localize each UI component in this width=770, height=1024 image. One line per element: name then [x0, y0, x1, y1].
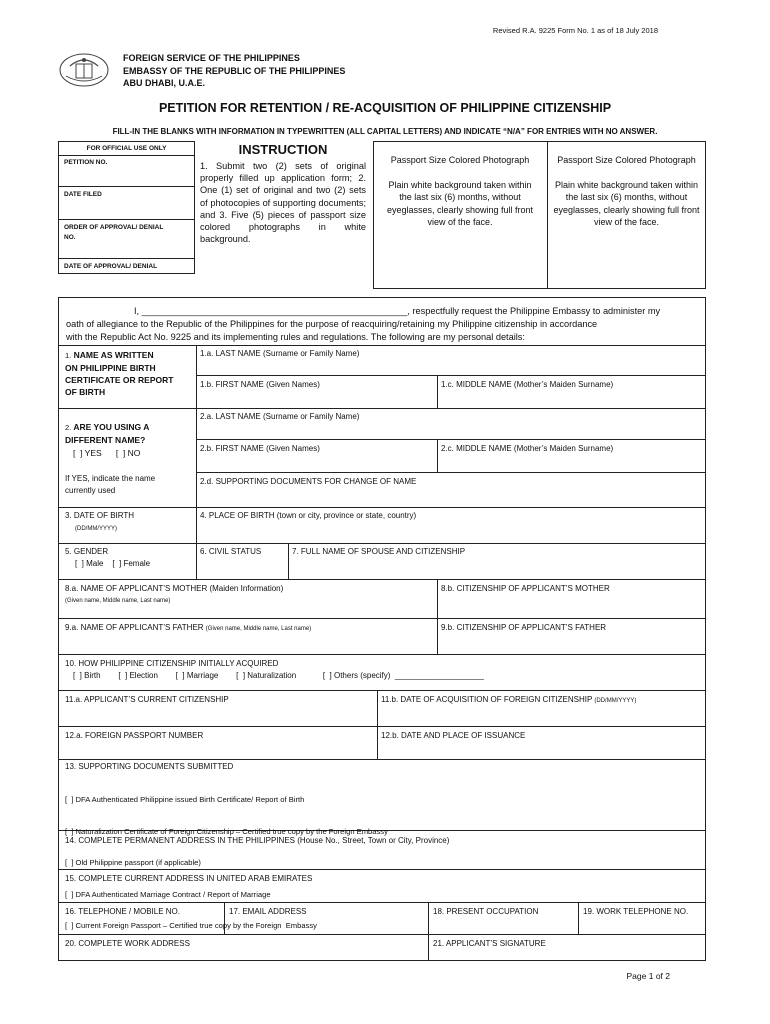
intro-line-2: oath of allegiance to the Republic of the Philippines for the purpose of reacquiring/retaining my Philippine citizenship in accordance: [66, 319, 598, 329]
field-7-spouse[interactable]: 7. FULL NAME OF SPOUSE AND CITIZENSHIP: [292, 547, 466, 556]
photo-1-heading: Passport Size Colored Photograph: [390, 155, 530, 165]
page-number: Page 1 of 2: [626, 971, 670, 981]
field-1c-middle-name[interactable]: 1.c. MIDDLE NAME (Mother’s Maiden Surname): [441, 380, 614, 389]
org-line-1: FOREIGN SERVICE OF THE PHILIPPINES: [123, 53, 300, 63]
form-title: PETITION FOR RETENTION / RE-ACQUISITION OF PHILIPPINE CITIZENSHIP: [158, 101, 612, 115]
form-subtitle: FILL-IN THE BLANKS WITH INFORMATION IN TYPEWRITTEN (ALL CAPITAL LETTERS) AND INDICATE “N/A” FOR ENTRIES WITH NO ANSWER.: [112, 127, 658, 136]
photo-box-1: [382, 154, 538, 229]
q1-label: 1. NAME AS WRITTEN ON PHILIPPINE BIRTH CERTIFICATE OR REPORT OF BIRTH: [65, 350, 174, 397]
photo-2-text: Plain white background taken within the last six (6) months, without eyeglasses, clearly showing full front view of the face.: [553, 179, 700, 227]
field-1b-first-name[interactable]: 1.b. FIRST NAME (Given Names): [200, 380, 320, 389]
date-approval-label: DATE OF APPROVAL/ DENIAL: [64, 263, 158, 270]
field-11a-current-citizenship[interactable]: 11.a. APPLICANT’S CURRENT CITIZENSHIP: [65, 695, 229, 704]
doc-checkbox-2[interactable]: [ ] Naturalization Certificate of Foreign Citizenship – Certified true copy by the Foreign Embassy: [65, 826, 388, 836]
intro-statement: [66, 305, 698, 344]
field-5-gender: 5. GENDER: [65, 547, 109, 556]
date-format-hint: (DD/MM/YYYY): [75, 526, 117, 532]
field-4-place-of-birth[interactable]: 4. PLACE OF BIRTH (town or city, province or state, country): [200, 511, 417, 520]
doc-checkbox-5[interactable]: [ ] Current Foreign Passport – Certified true copy by the Foreign Embassy: [65, 921, 317, 930]
photo-2-heading: Passport Size Colored Photograph: [557, 155, 696, 165]
intro-line-1: I, ____________________________________________________, respectfully request the Philippine Embassy to administer my: [134, 306, 661, 316]
field-2d-supporting-docs[interactable]: 2.d. SUPPORTING DOCUMENTS FOR CHANGE OF NAME: [200, 477, 417, 486]
field-16-telephone[interactable]: 16. TELEPHONE / MOBILE NO.: [65, 907, 180, 916]
order-approval-label-2: NO.: [64, 234, 76, 241]
date-filed-label: DATE FILED: [64, 191, 102, 198]
photo-box-2: [553, 154, 700, 229]
field-12a-passport-number[interactable]: 12.a. FOREIGN PASSPORT NUMBER: [65, 731, 204, 740]
citizenship-acquired-options[interactable]: [ ] Birth [ ] Election [ ] Marriage [ ] Naturalization [ ] Others (specify) ____________________: [73, 671, 484, 680]
field-8b-mother-citizenship[interactable]: 8.b. CITIZENSHIP OF APPLICANT’S MOTHER: [441, 584, 610, 593]
field-3-date-of-birth[interactable]: 3. DATE OF BIRTH: [65, 511, 135, 520]
order-approval-label-1: ORDER OF APPROVAL/ DENIAL: [64, 224, 164, 231]
embassy-seal-icon: [58, 52, 110, 88]
field-10-citizenship-acquired: 10. HOW PHILIPPINE CITIZENSHIP INITIALLY ACQUIRED: [65, 659, 279, 668]
doc-checkbox-3[interactable]: [ ] Old Philippine passport (if applicable): [65, 858, 201, 867]
field-18-occupation[interactable]: 18. PRESENT OCCUPATION: [433, 907, 539, 916]
field-17-email[interactable]: 17. EMAIL ADDRESS: [229, 907, 307, 916]
official-use-heading: FOR OFFICIAL USE ONLY: [86, 145, 167, 152]
org-line-2: EMBASSY OF THE REPUBLIC OF THE PHILIPPINES: [123, 65, 346, 76]
field-1a-last-name[interactable]: 1.a. LAST NAME (Surname or Family Name): [200, 349, 360, 358]
field-2b-first-name[interactable]: 2.b. FIRST NAME (Given Names): [200, 444, 320, 453]
field-20-work-address[interactable]: 20. COMPLETE WORK ADDRESS: [65, 939, 190, 948]
field-2c-middle-name[interactable]: 2.c. MIDDLE NAME (Mother’s Maiden Surname): [441, 444, 614, 453]
field-2a-last-name[interactable]: 2.a. LAST NAME (Surname or Family Name): [200, 412, 360, 421]
q2-label: 2. ARE YOU USING A DIFFERENT NAME?: [65, 422, 150, 445]
doc-checkbox-1[interactable]: [ ] DFA Authenticated Philippine issued Birth Certificate/ Report of Birth: [65, 795, 305, 804]
field-21-signature[interactable]: 21. APPLICANT’S SIGNATURE: [433, 939, 546, 948]
doc-checkbox-4[interactable]: [ ] DFA Authenticated Marriage Contract / Report of Marriage: [65, 889, 271, 899]
field-13-supporting-docs: 13. SUPPORTING DOCUMENTS SUBMITTED: [65, 762, 234, 771]
field-15-uae-address[interactable]: 15. COMPLETE CURRENT ADDRESS IN UNITED ARAB EMIRATES: [65, 874, 313, 883]
instruction-title: INSTRUCTION: [238, 142, 328, 157]
photo-1-text: Plain white background taken within the last six (6) months, without eyeglasses, clearly showing full front view of the face.: [386, 179, 534, 227]
organization-header: [123, 52, 345, 90]
intro-line-3: with the Republic Act No. 9225 and its implementing rules and regulations. The following are my personal details:: [66, 332, 525, 342]
field-9a-father-name[interactable]: 9.a. NAME OF APPLICANT’S FATHER (Given name, Middle name, Last name): [65, 623, 312, 632]
gender-options[interactable]: [ ] Male [ ] Female: [75, 559, 151, 568]
q2-yes-no-options[interactable]: [ ] YES [ ] NO: [73, 448, 141, 458]
instruction-body: 1. Submit two (2) sets of original properly filled up application form; 2. One (1) set of original and two (2) sets of photocopies of supporting documents; and 3. Five (5) pieces of passport size colored photographs in white background.: [200, 161, 366, 245]
field-12b-issuance[interactable]: 12.b. DATE AND PLACE OF ISSUANCE: [381, 731, 526, 740]
field-8a-mother-name[interactable]: 8.a. NAME OF APPLICANT’S MOTHER (Maiden Information): [65, 584, 284, 593]
org-line-3: ABU DHABI, U.A.E.: [123, 78, 206, 88]
q2-if-yes-note: If YES, indicate the name currently used: [65, 474, 156, 495]
mother-name-hint: (Given name, Middle name, Last name): [65, 598, 171, 604]
field-19-work-telephone[interactable]: 19. WORK TELEPHONE NO.: [583, 907, 689, 916]
field-6-civil-status[interactable]: 6. CIVIL STATUS: [200, 547, 262, 556]
revision-note: Revised R.A. 9225 Form No. 1 as of 18 July 2018: [492, 26, 658, 35]
field-14-ph-address[interactable]: 14. COMPLETE PERMANENT ADDRESS IN THE PHILIPPINES (House No., Street, Town or City, Province): [65, 836, 450, 845]
petition-no-label: PETITION NO.: [64, 159, 108, 166]
field-9b-father-citizenship[interactable]: 9.b. CITIZENSHIP OF APPLICANT’S FATHER: [441, 623, 607, 632]
field-11b-acquisition-date[interactable]: 11.b. DATE OF ACQUISITION OF FOREIGN CITIZENSHIP (DD/MM/YYYY): [381, 695, 637, 704]
